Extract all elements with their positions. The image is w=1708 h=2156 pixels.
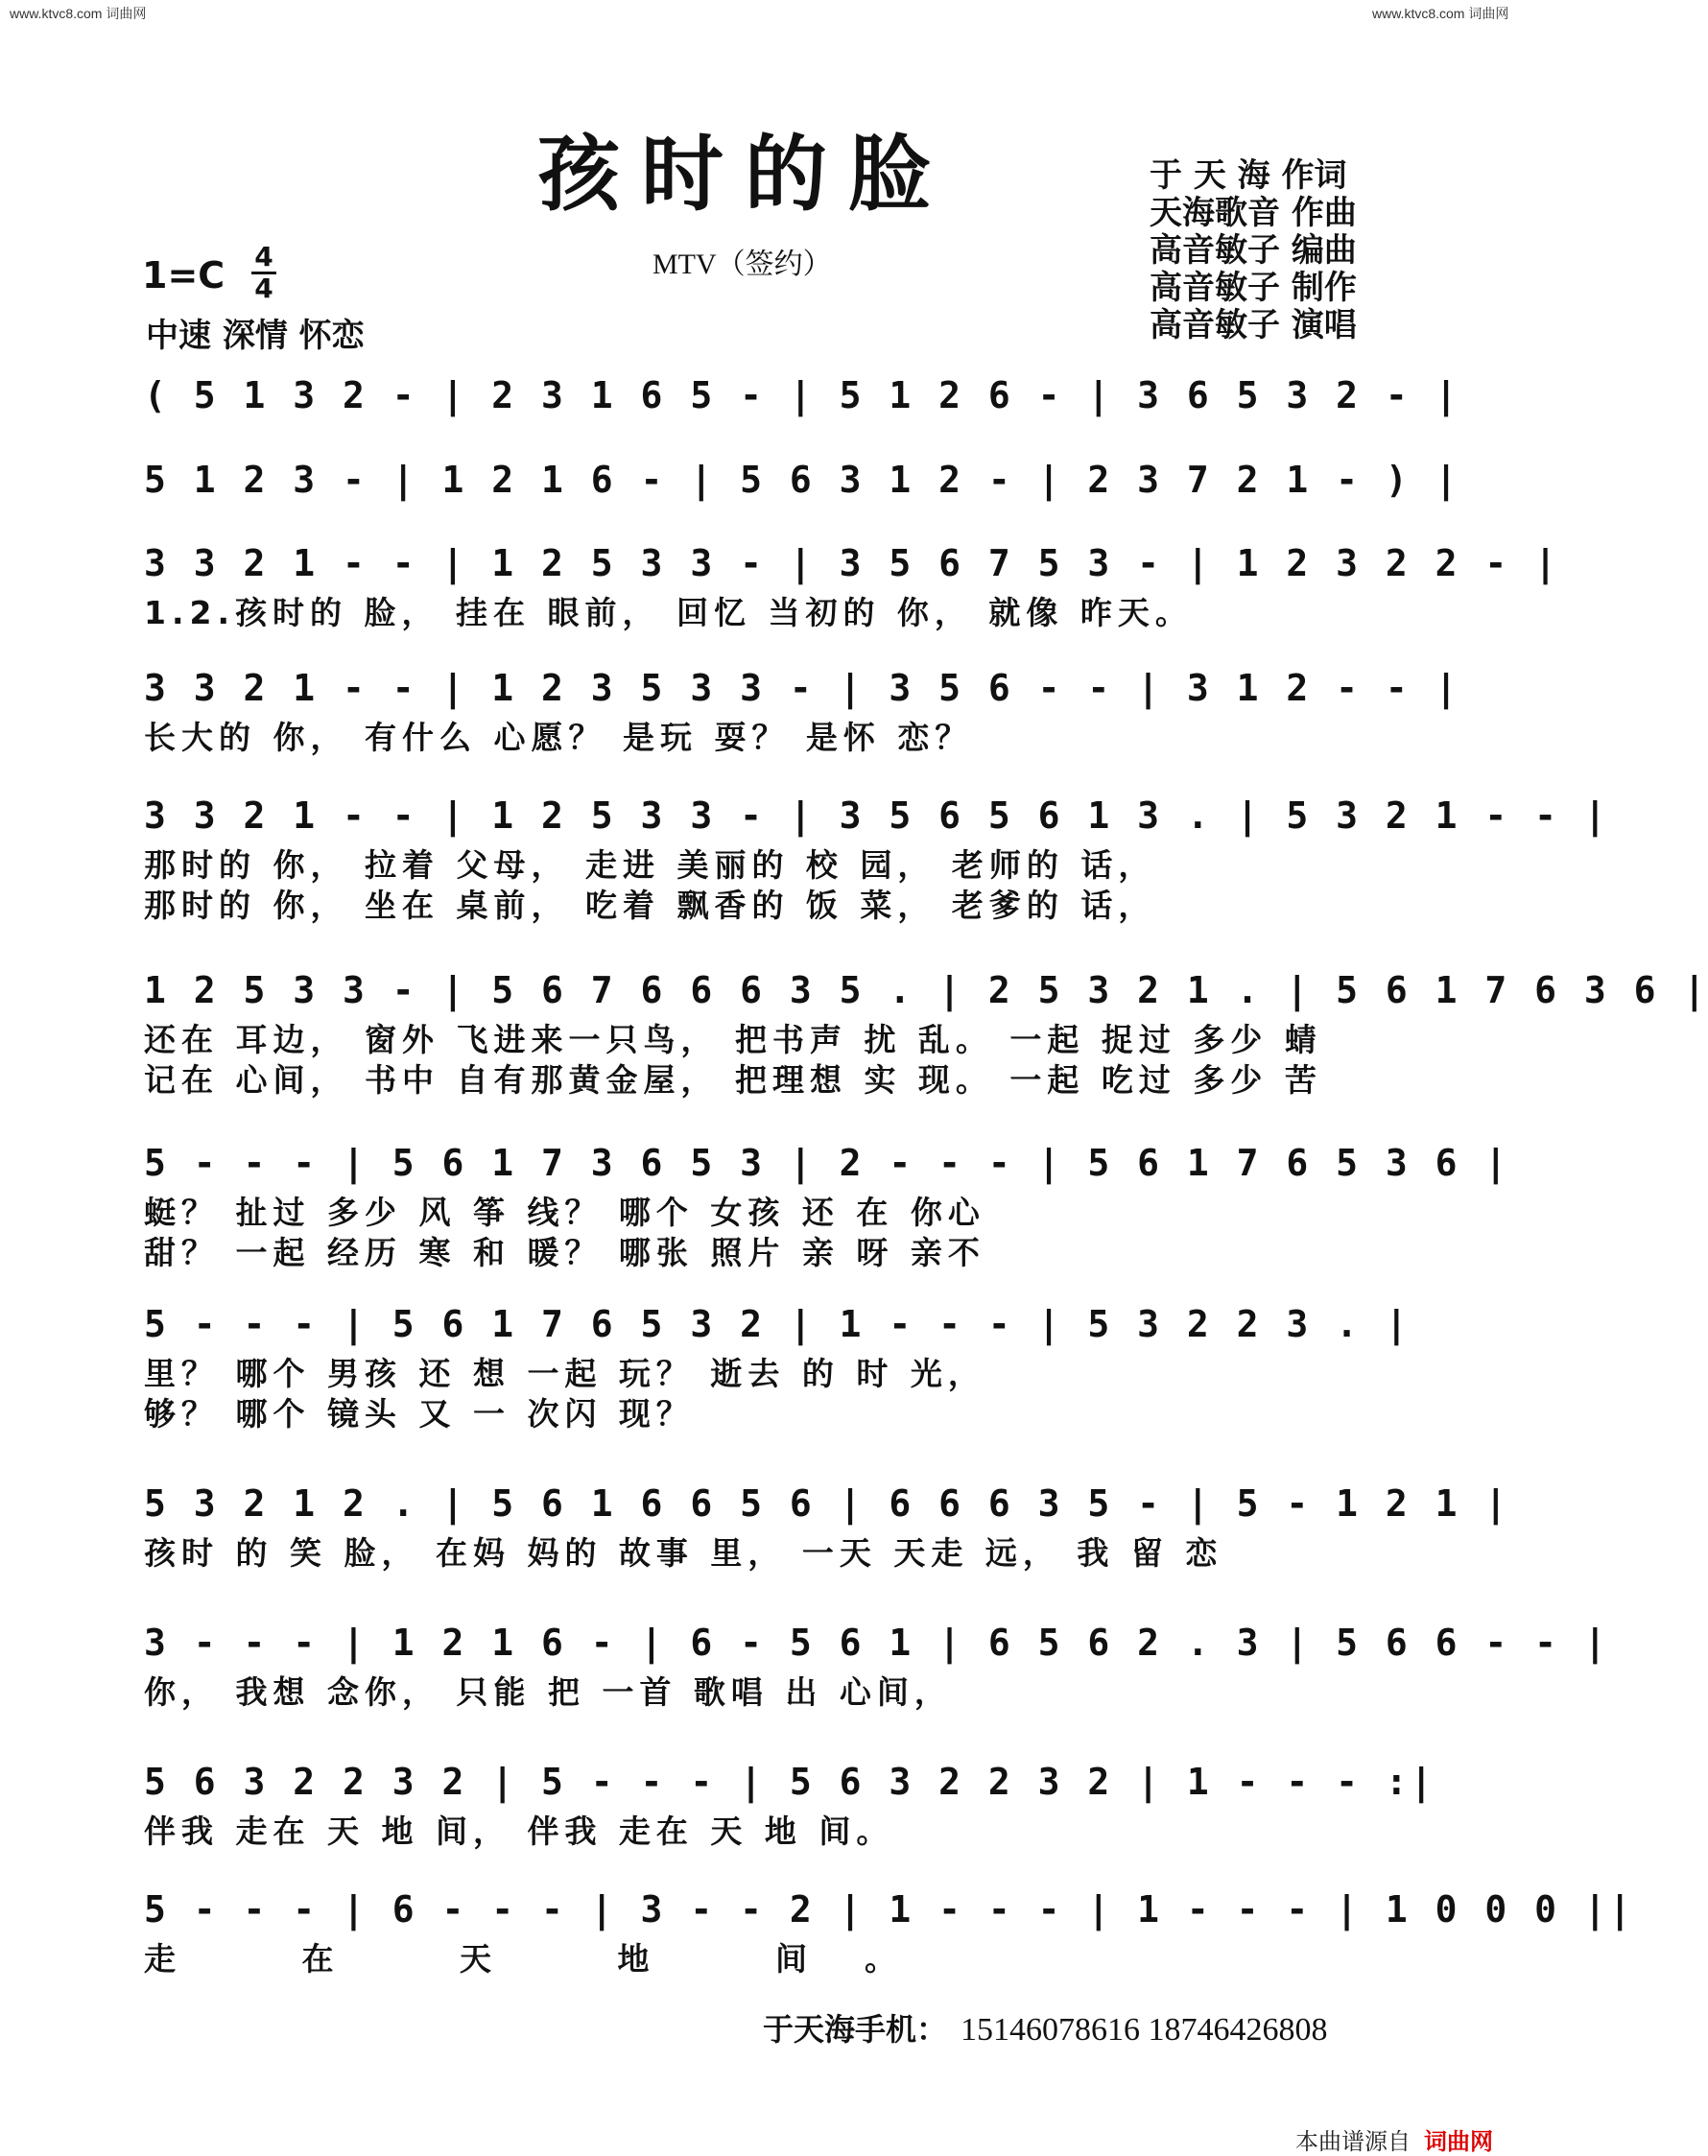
notation-line: 3 3 2 1 - - | 1 2 3 5 3 3 - | 3 5 6 - - | 3 1 2 - - | [144,667,1460,709]
time-bottom: 4 [254,272,273,304]
lyric-line: 孩时 的 笑 脸， 在妈 妈的 故事 里， 一天 天走 远， 我 留 恋 [144,1534,1223,1572]
notation-line: 3 - - - | 1 2 1 6 - | 6 - 5 6 1 | 6 5 6 2 . 3 | 5 6 6 - - | [144,1622,1609,1664]
credit-arranger: 高音敏子 编曲 [1150,231,1357,270]
contact-phone [763,2005,1328,2049]
notation-line: ( 5 1 3 2 - | 2 3 1 6 5 - | 5 1 2 6 - | 3 6 5 3 2 - | [144,374,1460,416]
time-top: 4 [254,241,273,272]
lyric-line: 还在 耳边， 窗外 飞进来一只鸟， 把书声 扰 乱。 一起 捉过 多少 蜻 [144,1021,1322,1058]
notation-line: 5 6 3 2 2 3 2 | 5 - - - | 5 6 3 2 2 3 2 | 1 - - - :| [144,1761,1435,1803]
credit-lyrics: 于 天 海 作词 [1150,156,1347,195]
notation-line: 1 2 5 3 3 - | 5 6 7 6 6 6 3 5 . | 2 5 3 2 1 . | 5 6 1 7 6 3 6 | [144,969,1708,1011]
watermark-right: www.ktvc8.com 词曲网 [1372,6,1509,21]
lyric-line: 走 在 天 地 间。 [144,1940,954,1978]
notation-line: 5 1 2 3 - | 1 2 1 6 - | 5 6 3 1 2 - | 2 3 7 2 1 - ) | [144,459,1460,501]
footer-site-link[interactable]: 词曲网 [1424,2128,1493,2155]
contact-numbers: 15146078616 18746426808 [961,2012,1328,2048]
lyric-line: 蜓？ 扯过 多少 风 筝 线？ 哪个 女孩 还 在 你心 [144,1194,985,1231]
credit-producer: 高音敏子 制作 [1150,269,1357,307]
credit-composer: 天海歌音 作曲 [1150,194,1357,232]
lyric-line: 长大的 你， 有什么 心愿？ 是玩 耍？ 是怀 恋？ [144,719,973,756]
key-signature: 1=C [142,254,225,296]
lyric-line: 那时的 你， 拉着 父母， 走进 美丽的 校 园， 老师的 话， [144,846,1156,884]
notation-line: 3 3 2 1 - - | 1 2 5 3 3 - | 3 5 6 7 5 3 - | 1 2 3 2 2 - | [144,542,1560,584]
lyric-line: 甜？ 一起 经历 寒 和 暖？ 哪张 照片 亲 呀 亲不 [144,1234,985,1271]
lyric-line: 1.2.孩时的 脸， 挂在 眼前， 回忆 当初的 你， 就像 昨天。 [144,594,1193,631]
lyric-line: 伴我 走在 天 地 间， 伴我 走在 天 地 间。 [144,1812,894,1850]
notation-line: 5 - - - | 5 6 1 7 6 5 3 2 | 1 - - - | 5 3 2 2 3 . | [144,1303,1411,1345]
subtitle: MTV（签约） [652,249,832,280]
song-title: 孩时的脸 [537,126,952,223]
lyric-line: 够？ 哪个 镜头 又 一 次闪 现？ [144,1395,694,1433]
notation-line: 5 - - - | 5 6 1 7 3 6 5 3 | 2 - - - | 5 6 1 7 6 5 3 6 | [144,1142,1510,1184]
lyric-line: 记在 心间， 书中 自有那黄金屋， 把理想 实 现。 一起 吃过 多少 苦 [144,1061,1322,1099]
time-signature [251,241,276,304]
notation-line: 5 - - - | 6 - - - | 3 - - 2 | 1 - - - | 1 - - - | 1 0 0 0 || [144,1888,1634,1931]
tempo-marking: 中速 深情 怀恋 [146,317,365,355]
watermark-left: www.ktvc8.com 词曲网 [10,6,147,21]
footer-source-text: 本曲谱源自 [1295,2128,1411,2155]
contact-label: 于天海手机： [763,2011,948,2048]
notation-line: 3 3 2 1 - - | 1 2 5 3 3 - | 3 5 6 5 6 1 3 . | 5 3 2 1 - - | [144,794,1609,837]
credits [1150,157,1357,344]
lyric-line: 里？ 哪个 男孩 还 想 一起 玩？ 逝去 的 时 光， [144,1355,985,1392]
notation-line: 5 3 2 1 2 . | 5 6 1 6 6 5 6 | 6 6 6 3 5 - | 5 - 1 2 1 | [144,1482,1510,1525]
lyric-line: 你， 我想 念你， 只能 把 一首 歌唱 出 心间， [144,1673,952,1711]
lyric-line: 那时的 你， 坐在 桌前， 吃着 飘香的 饭 菜， 老爹的 话， [144,887,1156,924]
credit-singer: 高音敏子 演唱 [1150,306,1357,344]
footer-source [1295,2122,1493,2156]
